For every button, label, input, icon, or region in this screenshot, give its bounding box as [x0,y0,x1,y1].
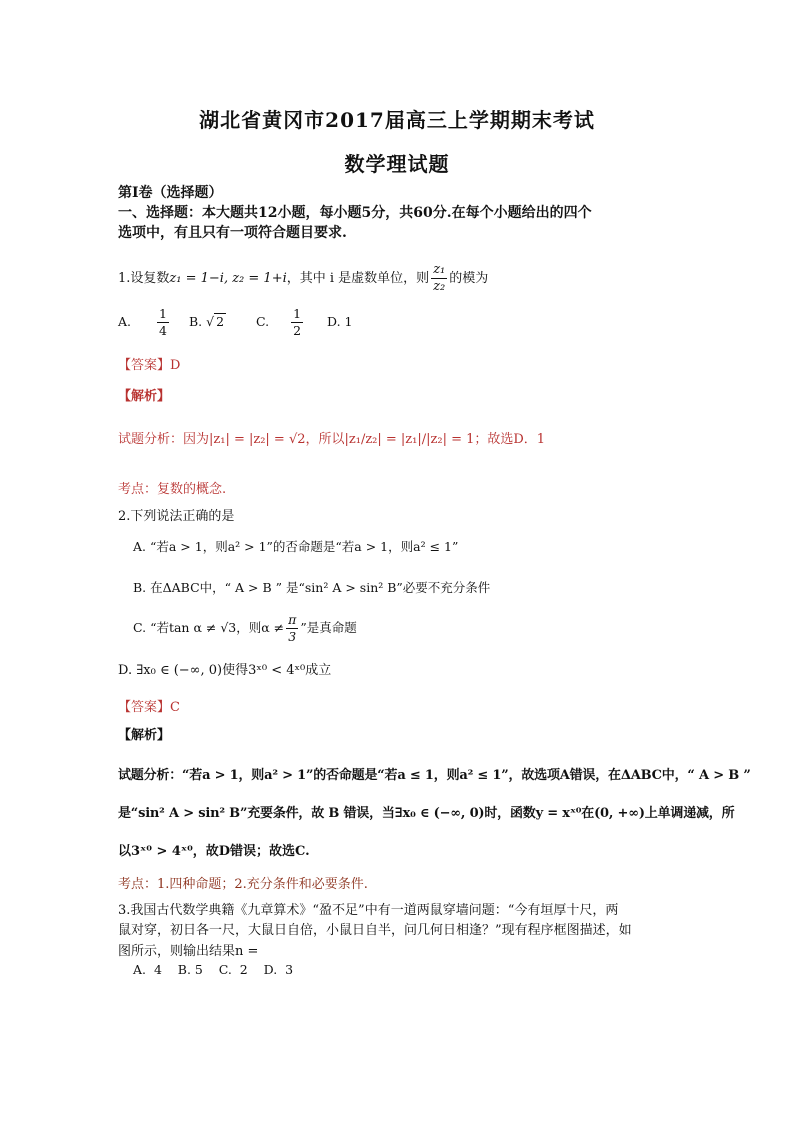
q2-option-c-num: π [288,612,297,627]
q2-analysis-label: 【解析】 [118,728,171,743]
q1-option-a-den: 4 [159,323,167,338]
q1-option-b-label: B. [188,314,203,329]
q1-option-c-fraction [291,306,303,339]
section-instruction-line-2: 选项中，有且只有一项符合题目要求. [118,225,347,241]
q1-option-b-sqrt: √ 2 [206,314,225,329]
question-3-line-3: 图所示，则输出结果n = [118,944,259,959]
q1-stem-middle: ，其中 i 是虚数单位，则 [286,271,430,286]
q1-kaodian: 考点：复数的概念. [118,482,227,497]
q2-answer: 【答案】C [118,700,180,715]
q2-option-c-fraction [286,612,298,645]
q2-option-a: A. “若a > 1，则a² > 1”的否命题是“若a > 1，则a² ≤ 1” [133,539,459,554]
q1-stem-prefix: 1.设复数 [118,271,170,286]
q1-answer: 【答案】D [118,358,181,373]
q1-fraction-numerator: z₁ [433,262,446,277]
question-3-line-2: 鼠对穿，初日各一尺，大鼠日自倍，小鼠日自半，问几何日相逢？”现有程序框图描述，如 [118,923,632,938]
question-3-options: A. 4 B. 5 C. 2 D. 3 [133,962,294,977]
q1-option-d: D. 1 [327,314,353,329]
q2-analysis-line-3: 以3ˣ⁰ > 4ˣ⁰，故D错误；故选C. [118,844,310,859]
q1-analysis: 试题分析：因为|z₁| = |z₂| = √2，所以|z₁/z₂| = |z₁|/|z₂| = 1；故选D．1 [118,432,546,447]
document-title: 湖北省黄冈市2017届高三上学期期末考试 [199,108,595,132]
question-3-line-1: 3.我国古代数学典籍《九章算术》“盈不足”中有一道两鼠穿墙问题：“今有垣厚十尺，两 [118,903,619,918]
section-instruction-line-1: 一、选择题：本大题共12小题，每小题5分，共60分.在每个小题给出的四个 [118,205,592,221]
q1-stem-math: z₁ = 1−i, z₂ = 1+i [169,271,287,286]
q2-option-b: B. 在ΔABC中，“ A > B ” 是“sin² A > sin² B”必要不充分条件 [133,580,491,595]
q1-fraction [431,262,447,295]
q2-option-c-den: 3 [288,629,297,644]
q1-option-a-fraction [157,306,169,339]
question-1-options [118,306,353,339]
q1-option-a-label: A. [118,314,132,329]
q1-stem-suffix: 的模为 [449,271,489,286]
q1-option-c-num: 1 [293,306,302,321]
q2-option-d: D. ∃x₀ ∈ (−∞, 0)使得3ˣ⁰ < 4ˣ⁰成立 [118,663,332,678]
q2-analysis-line-1: 试题分析：“若a > 1，则a² > 1”的否命题是“若a ≤ 1，则a² ≤ 1”，故选项A错误，在ΔABC中，“ A > B ” [118,768,751,783]
q1-option-c-den: 2 [293,323,302,338]
q2-option-c-suffix: ”是真命题 [300,620,357,635]
q1-option-a-num: 1 [159,306,167,321]
question-1-stem [118,262,488,295]
q2-option-c [133,612,357,645]
q2-option-c-prefix: C. “若tan α ≠ √3，则α ≠ [133,620,285,635]
q1-fraction-denominator: z₂ [433,279,446,294]
question-2-stem: 2.下列说法正确的是 [118,509,235,524]
q1-option-c-label: C. [256,314,270,329]
q2-kaodian: 考点：1.四种命题；2.充分条件和必要条件. [118,877,368,892]
q2-analysis-line-2: 是“sin² A > sin² B”充要条件，故 B 错误，当∃x₀ ∈ (−∞, 0)时，函数y = xˣ⁰在(0, +∞)上单调递减，所 [118,806,735,821]
document-subtitle: 数学理试题 [344,152,450,176]
part-heading: 第Ⅰ卷（选择题） [118,185,223,201]
q1-analysis-label: 【解析】 [118,389,171,404]
